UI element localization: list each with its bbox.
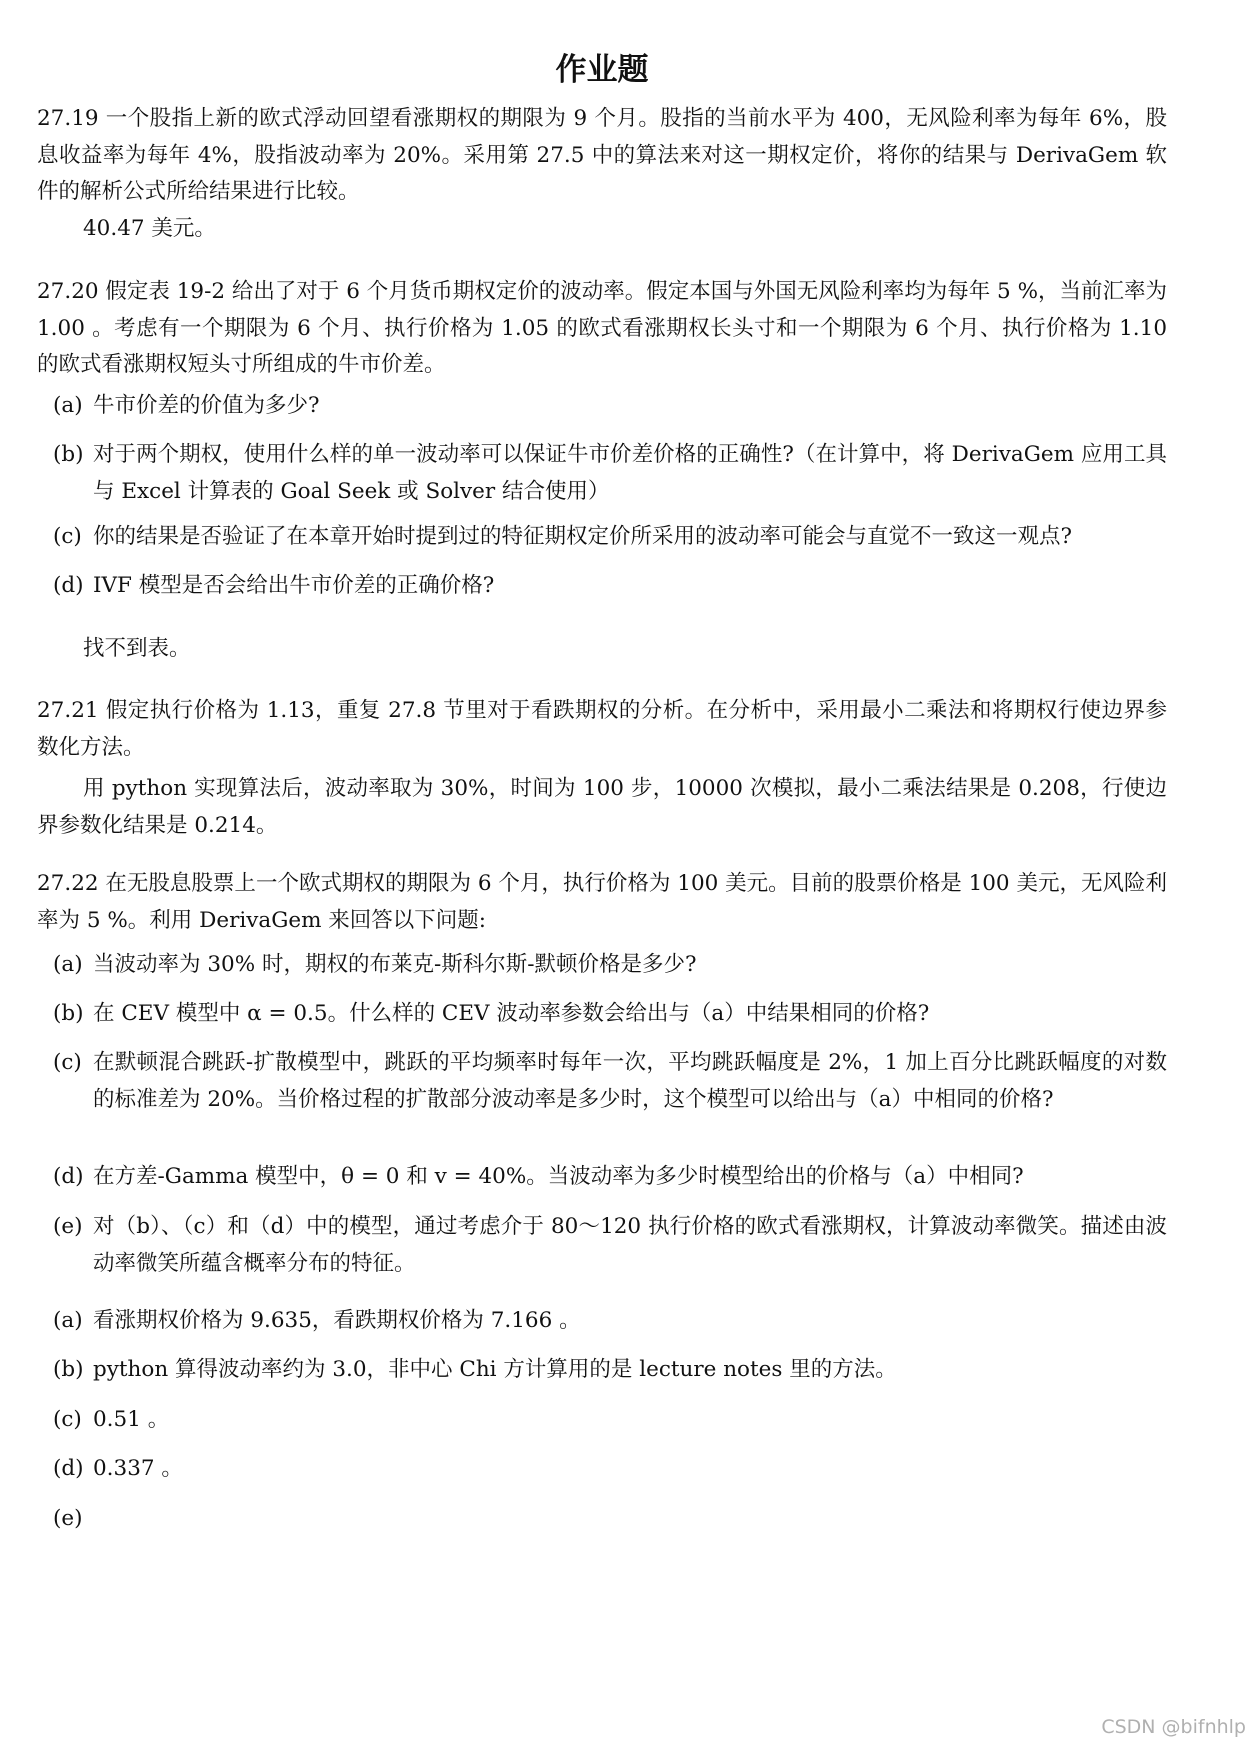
item-text: 当波动率为 30% 时，期权的布莱克-斯科尔斯-默顿价格是多少? [93,952,697,977]
answer-text: 0.337 。 [93,1456,183,1481]
q27-20-item-d [53,568,1167,605]
answer-label: (d) [53,1456,84,1481]
answer-label: (b) [53,1357,84,1382]
item-label: (e) [53,1214,83,1239]
q27-20-item-a [53,388,1167,425]
q27-22-item-c [53,1045,1167,1118]
question-27-22: 27.22 在无股息股票上一个欧式期权的期限为 6 个月，执行价格为 100 美元。目前的股票价格是 100 美元，无风险利率为 5 %。利用 DerivaGem 来回答以下问题: [37,871,1167,933]
answer-label: (c) [53,1407,82,1432]
item-text: IVF 模型是否会给出牛市价差的正确价格? [93,573,495,598]
answer-27-19: 40.47 美元。 [83,216,216,241]
item-label: (d) [53,1164,84,1189]
q27-22-answer-d [53,1451,1167,1488]
answer-27-20: 找不到表。 [83,636,191,661]
answer-text [93,1501,1167,1538]
q27-22-item-b [53,996,1167,1033]
answer-27-21: 用 python 实现算法后，波动率取为 30%，时间为 100 步，10000 次模拟，最小二乘法结果是 0.208，行使边界参数化结果是 0.214。 [37,776,1167,838]
csdn-watermark: CSDN @bifnhlp [1101,1716,1246,1738]
item-text: 对于两个期权，使用什么样的单一波动率可以保证牛市价差价格的正确性?（在计算中，将 DerivaGem 应用工具与 Excel 计算表的 Goal Seek 或 Solver 结合使用） [93,442,1167,504]
q27-22-item-d [53,1159,1167,1196]
item-label: (c) [53,524,82,549]
item-label: (d) [53,573,84,598]
page-title: 作业题 [555,52,649,88]
item-text: 在方差-Gamma 模型中，θ = 0 和 v = 40%。当波动率为多少时模型给出的价格与（a）中相同? [93,1164,1024,1189]
q27-22-answer-b [53,1352,1167,1389]
item-text: 在 CEV 模型中 α = 0.5。什么样的 CEV 波动率参数会给出与（a）中结果相同的价格? [93,1001,930,1026]
q27-20-item-b [53,437,1167,510]
q27-22-item-a [53,947,1167,984]
item-text: 在默顿混合跳跃-扩散模型中，跳跃的平均频率时每年一次，平均跳跃幅度是 2%，1 加上百分比跳跃幅度的对数的标准差为 20%。当价格过程的扩散部分波动率是多少时，这个模型可以给出与（a）中相同的价格? [93,1050,1167,1112]
q27-22-answer-e [53,1501,1167,1538]
item-label: (b) [53,1001,84,1026]
answer-text: python 算得波动率约为 3.0，非中心 Chi 方计算用的是 lecture notes 里的方法。 [93,1357,897,1382]
question-27-21: 27.21 假定执行价格为 1.13，重复 27.8 节里对于看跌期权的分析。在分析中，采用最小二乘法和将期权行使边界参数化方法。 [37,698,1167,760]
answer-label: (a) [53,1308,83,1333]
q27-22-item-e [53,1209,1167,1282]
answer-label: (e) [53,1506,83,1531]
item-text: 牛市价差的价值为多少? [93,393,320,418]
question-27-19: 27.19 一个股指上新的欧式浮动回望看涨期权的期限为 9 个月。股指的当前水平为 400，无风险利率为每年 6%，股息收益率为每年 4%，股指波动率为 20%。采用第 27.5 中的算法来对这一期权定价，将你的结果与 DerivaGem 软件的解析公式所给结果进行比较。 [37,106,1167,204]
item-text: 你的结果是否验证了在本章开始时提到过的特征期权定价所采用的波动率可能会与直觉不一致这一观点? [93,524,1073,549]
q27-20-item-c [53,519,1167,556]
item-label: (b) [53,442,84,467]
question-27-20: 27.20 假定表 19-2 给出了对于 6 个月货币期权定价的波动率。假定本国与外国无风险利率均为每年 5 %，当前汇率为 1.00 。考虑有一个期限为 6 个月、执行价格为 1.05 的欧式看涨期权长头寸和一个期限为 6 个月、执行价格为 1.10 的欧式看涨期权短头寸所组成的牛市价差。 [37,279,1167,377]
item-label: (a) [53,952,83,977]
item-text: 对（b）、（c）和（d）中的模型，通过考虑介于 80～120 执行价格的欧式看涨期权，计算波动率微笑。描述由波动率微笑所蕴含概率分布的特征。 [93,1214,1167,1276]
q27-22-answer-a [53,1303,1167,1340]
answer-text: 看涨期权价格为 9.635，看跌期权价格为 7.166 。 [93,1308,581,1333]
answer-text: 0.51 。 [93,1407,170,1432]
item-label: (c) [53,1050,82,1075]
q27-22-answer-c [53,1402,1167,1439]
item-label: (a) [53,393,83,418]
